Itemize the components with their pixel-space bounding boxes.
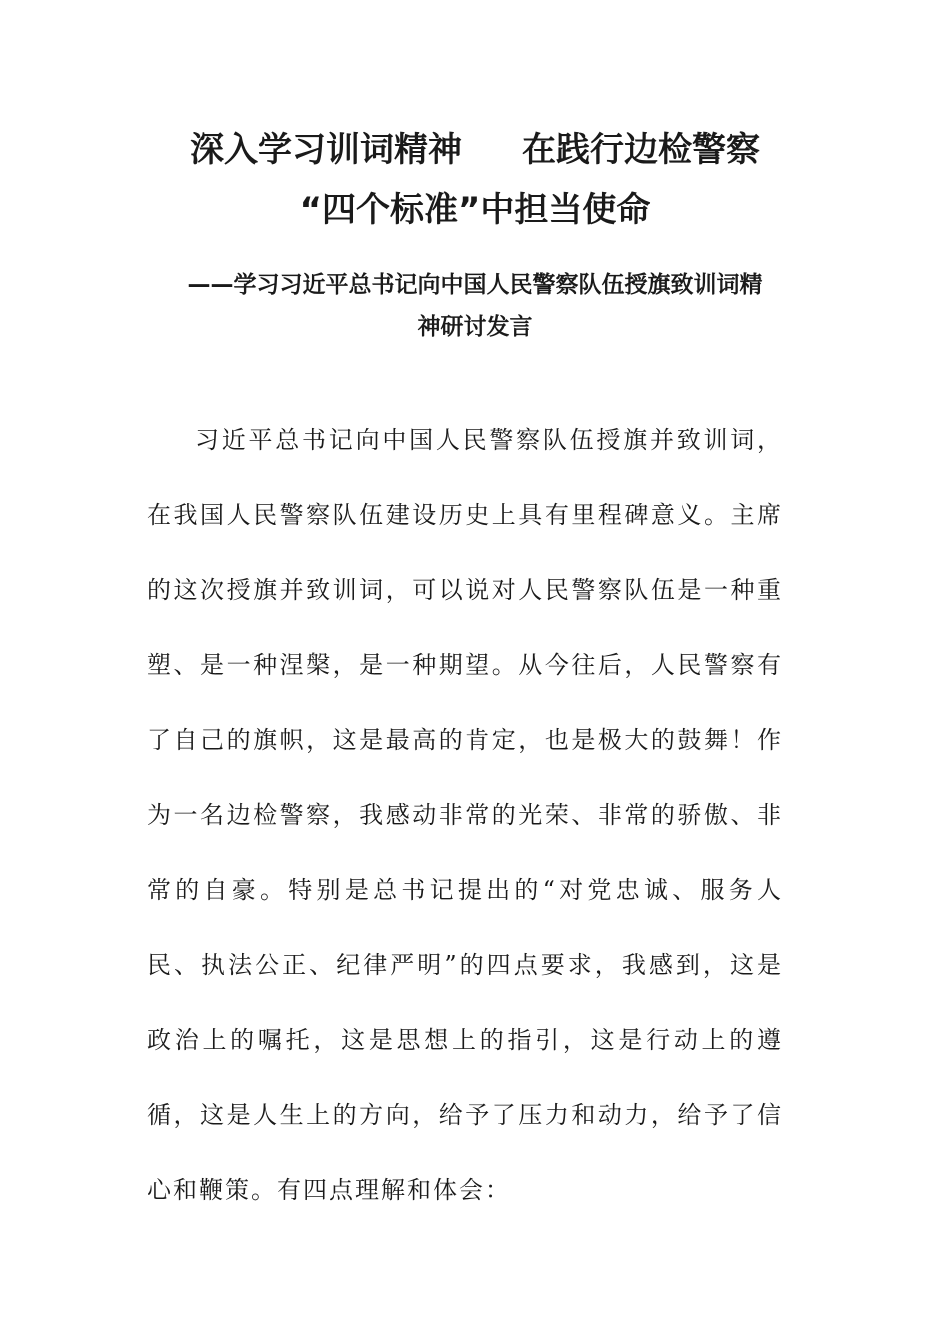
title-part-1: 深入学习训词精神 (190, 130, 462, 170)
document-subtitle-line-1: ——学习习近平总书记向中国人民警察队伍授旗致训词精 (187, 272, 763, 298)
document-subtitle-line-2: 神研讨发言 (417, 314, 533, 340)
title-part-2: 在践行边检警察 (522, 130, 760, 170)
document-title-line-1 (0, 130, 950, 170)
body-paragraph: 习近平总书记向中国人民警察队伍授旗并致训词，在我国人民警察队伍建设历史上具有里程碑意义。主席的这次授旗并致训词，可以说对人民警察队伍是一种重塑、是一种涅槃，是一种期望。从今往后，人民警察有了自己的旗帜，这是最高的肯定，也是极大的鼓舞！作为一名边检警察，我感动非常的光荣、非常的骄傲、非常的自豪。特别是总书记提出的“对党忠诚、服务人民、执法公正、纪律严明”的四点要求，我感到，这是政治上的嘱托，这是思想上的指引，这是行动上的遵循，这是人生上的方向，给予了压力和动力，给予了信心和鞭策。有四点理解和体会： (147, 426, 783, 1204)
document-title-line-2: “四个标准”中担当使命 (299, 190, 651, 230)
